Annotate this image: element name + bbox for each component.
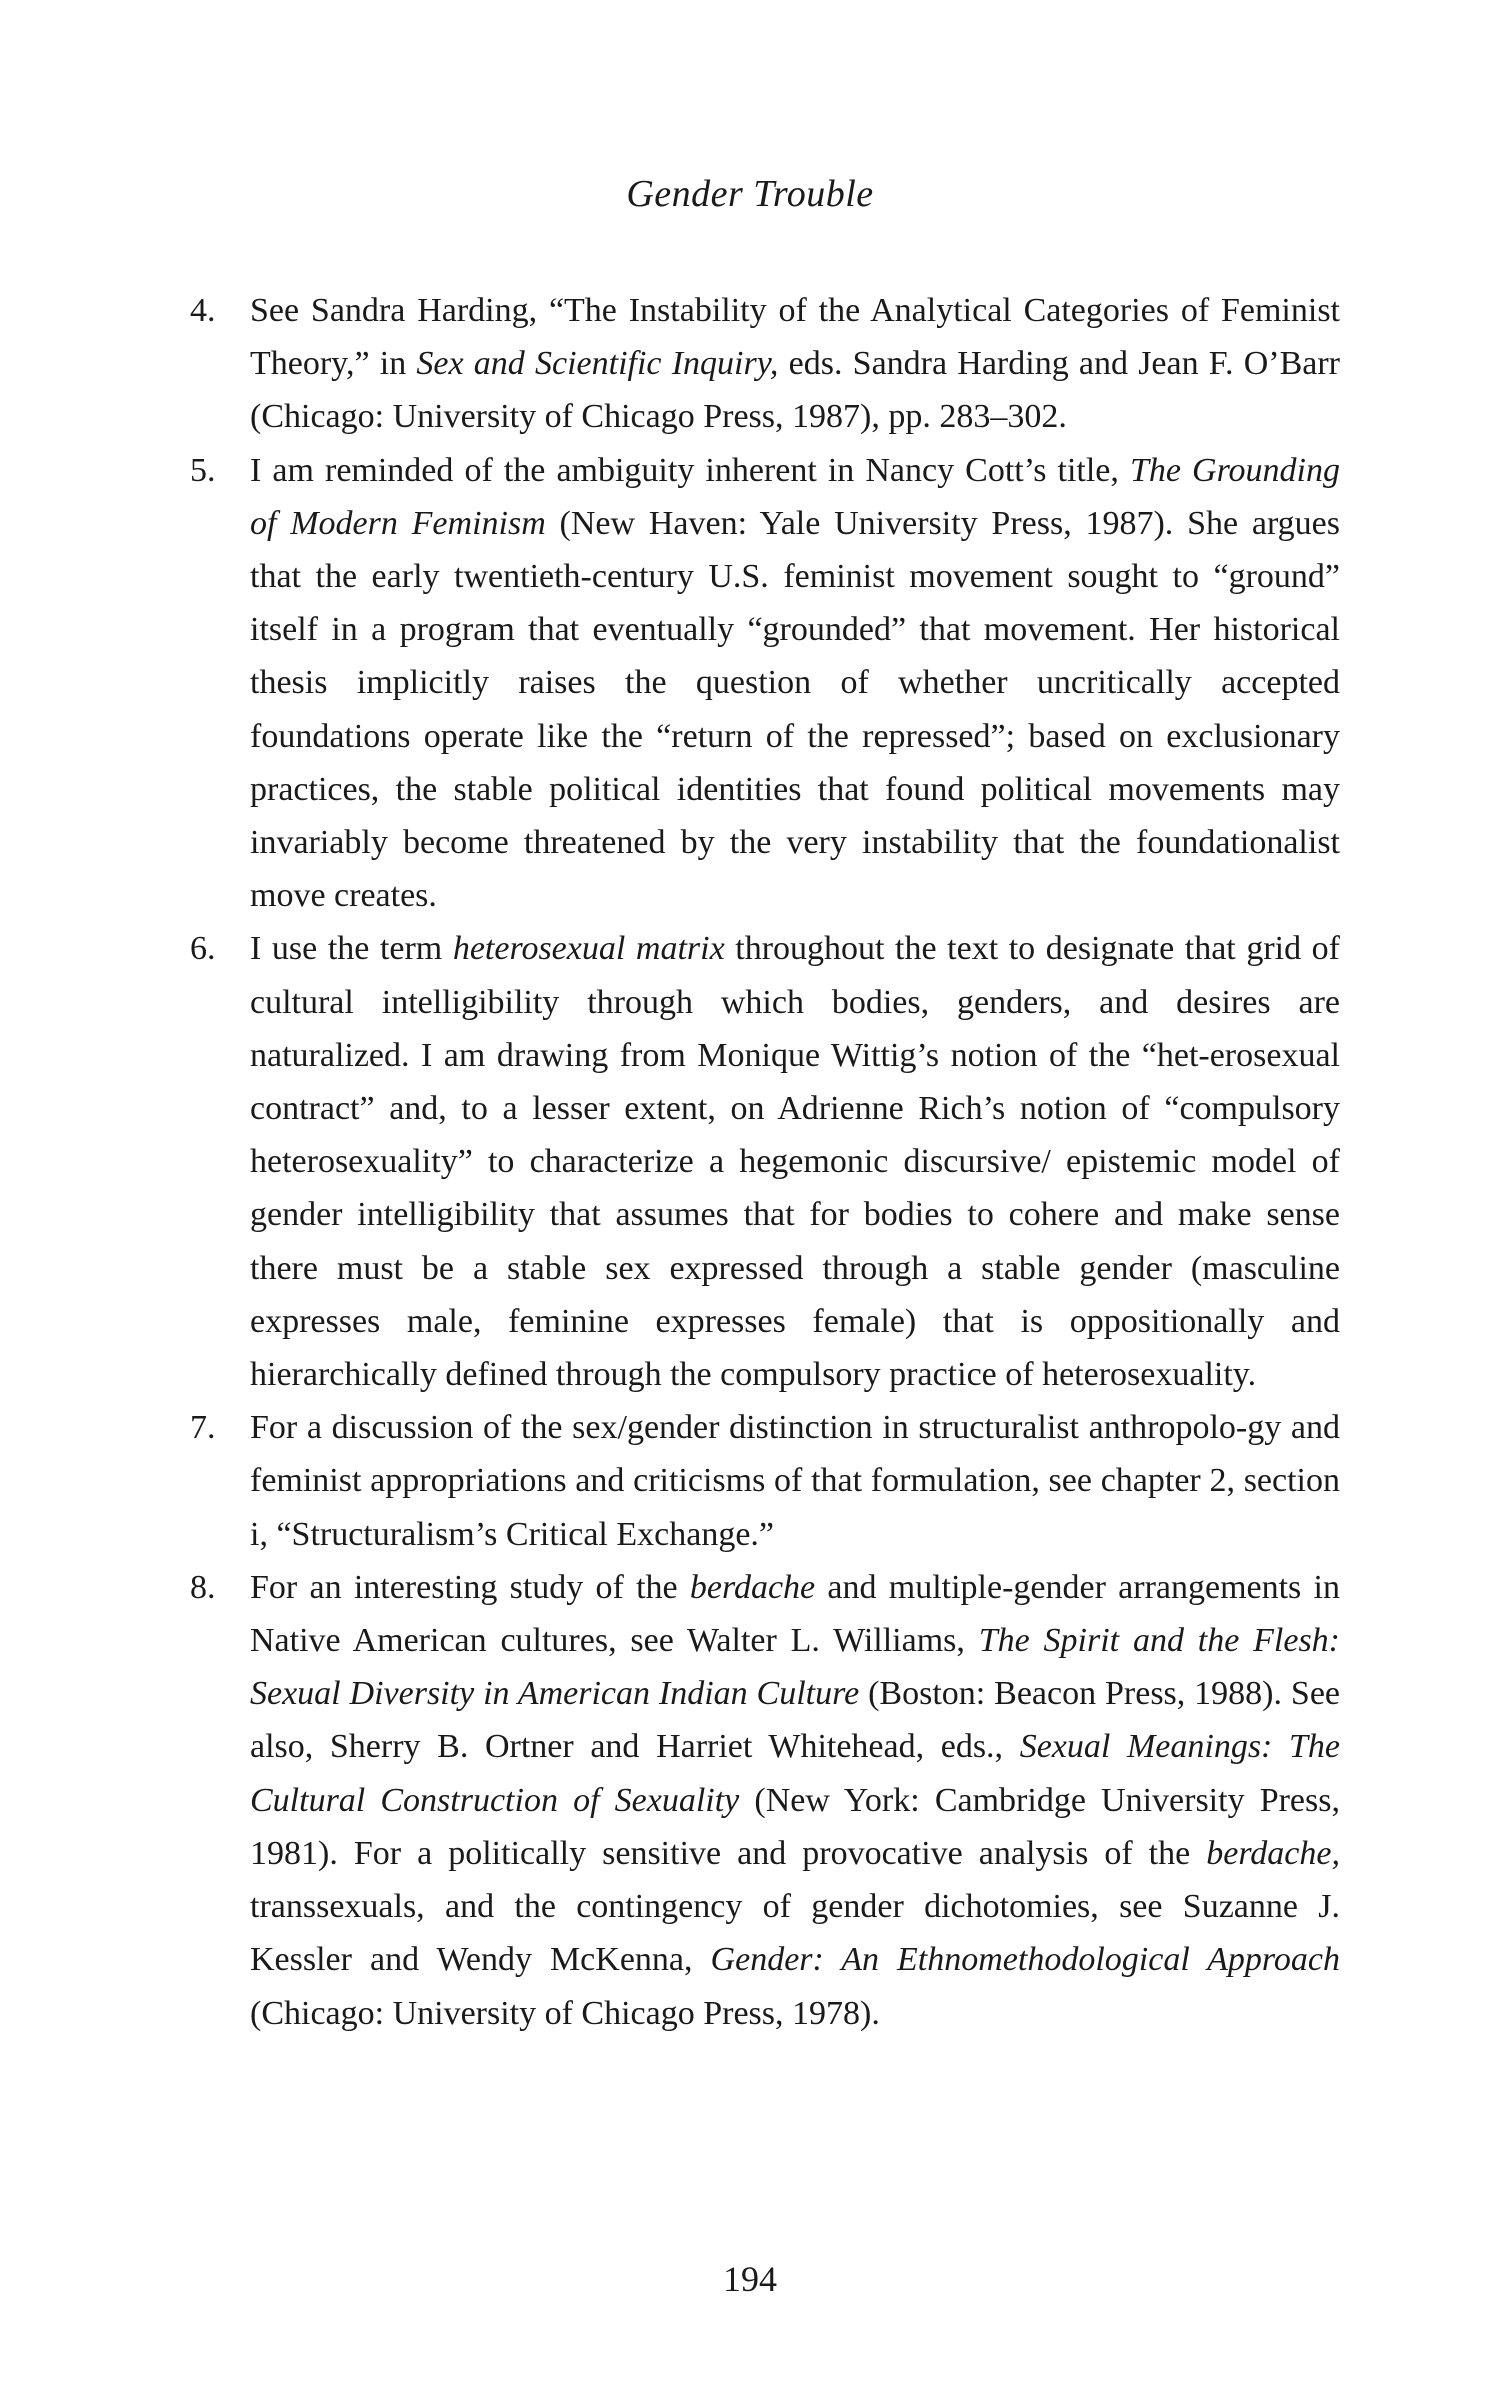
endnote-text xyxy=(250,284,1340,444)
endnote-italic-segment: Gender: An Ethnomethodological Approach xyxy=(710,1941,1340,1979)
endnote-segment: (Boston: Beacon Press, 1988). See also, Sherry B. Ortner and Harriet Whitehead, eds., xyxy=(250,1675,1340,1766)
endnote-number: 8. xyxy=(190,1568,216,1606)
endnote-segment: transsexuals, and the contingency of gender dichotomies, see Suzanne J. Kessler and Wendy McKenna, xyxy=(250,1888,1340,1979)
endnote-segment: (Chicago: University of Chicago Press, 1978). xyxy=(250,1994,880,2032)
endnote xyxy=(190,444,1340,923)
endnote-text xyxy=(250,444,1340,923)
page-number: 194 xyxy=(723,2259,777,2299)
endnote-italic-segment: berdache xyxy=(689,1568,816,1606)
endnote-number: 7. xyxy=(190,1409,216,1447)
endnote-number: 5. xyxy=(190,451,216,489)
endnote-segment: For an interesting study of the xyxy=(250,1568,690,1606)
endnote xyxy=(190,922,1340,1401)
endnote-segment: I am reminded of the ambiguity inherent in Nancy Cott’s title, xyxy=(250,451,1130,489)
endnote-segment: For a discussion of the sex/gender distinction in structuralist anthropolo-gy and feminist appropriations and criticisms of that formulation, see chapter 2, section i, “Structuralism’s Critical Exchange.” xyxy=(250,1409,1340,1553)
endnote-text xyxy=(250,1401,1340,1561)
endnote-segment: eds. Sandra Harding and Jean F. O’Barr (Chicago: University of Chicago Press, 1987), pp. 283–302. xyxy=(250,345,1340,436)
endnote xyxy=(190,284,1340,444)
endnote-segment: (New Haven: Yale University Press, 1987). She argues that the early twentieth-century U.S. feminist movement sought to “ground” itself in a program that eventually “grounded” that movement. Her historical thesis implicitly raises the question of whether uncritically accepted foundations operate like the “return of the repressed”; based on exclusionary practices, the stable political identities that found political movements may invariably become threatened by the very instability that the foundationalist move creates. xyxy=(250,504,1340,915)
running-head: Gender Trouble xyxy=(626,173,874,215)
endnote-segment: throughout the text to designate that grid of cultural intelligibility through which bodies, genders, and desires are naturalized. I am drawing from Monique Wittig’s notion of the “het-erosexual contract” and, to a lesser extent, on Adrienne Rich’s notion of “compulsory heterosexuality” to characterize a hegemonic discursive/ epistemic model of gender intelligibility that assumes that for bodies to cohere and make sense there must be a stable sex expressed through a stable gender (masculine expresses male, feminine expresses female) that is oppositionally and hierarchically defined through the compulsory practice of heterosexuality. xyxy=(250,930,1340,1394)
endnotes-list xyxy=(190,284,1340,2040)
endnote-segment: See Sandra Harding, “The Instability of the Analytical Categories of Feminist Theory,” in xyxy=(250,292,1340,383)
endnote-italic-segment: berdache, xyxy=(1206,1834,1340,1872)
endnote xyxy=(190,1561,1340,2040)
endnote-segment: (New York: Cambridge University Press, 1981). For a politically sensitive and provocative analysis of the xyxy=(250,1781,1340,1872)
endnote xyxy=(190,1401,1340,1561)
endnote-italic-segment: The Spirit and the Flesh: Sexual Diversity in American Indian Culture xyxy=(250,1622,1340,1713)
endnote-text xyxy=(250,1561,1340,2040)
endnote-number: 6. xyxy=(190,930,216,968)
endnote-number: 4. xyxy=(190,292,216,329)
endnote-italic-segment: The Grounding of Modern Feminism xyxy=(250,451,1340,542)
endnote-italic-segment: heterosexual matrix xyxy=(452,930,725,968)
endnote-italic-segment: Sex and Scientific Inquiry, xyxy=(416,345,779,383)
endnote-text xyxy=(250,922,1340,1401)
endnote-segment: I use the term xyxy=(250,930,453,968)
endnote-italic-segment: Sexual Meanings: The Cultural Construction of Sexuality xyxy=(250,1728,1341,1819)
endnote-segment: and multiple-gender arrangements in Native American cultures, see Walter L. Williams, xyxy=(250,1568,1340,1660)
